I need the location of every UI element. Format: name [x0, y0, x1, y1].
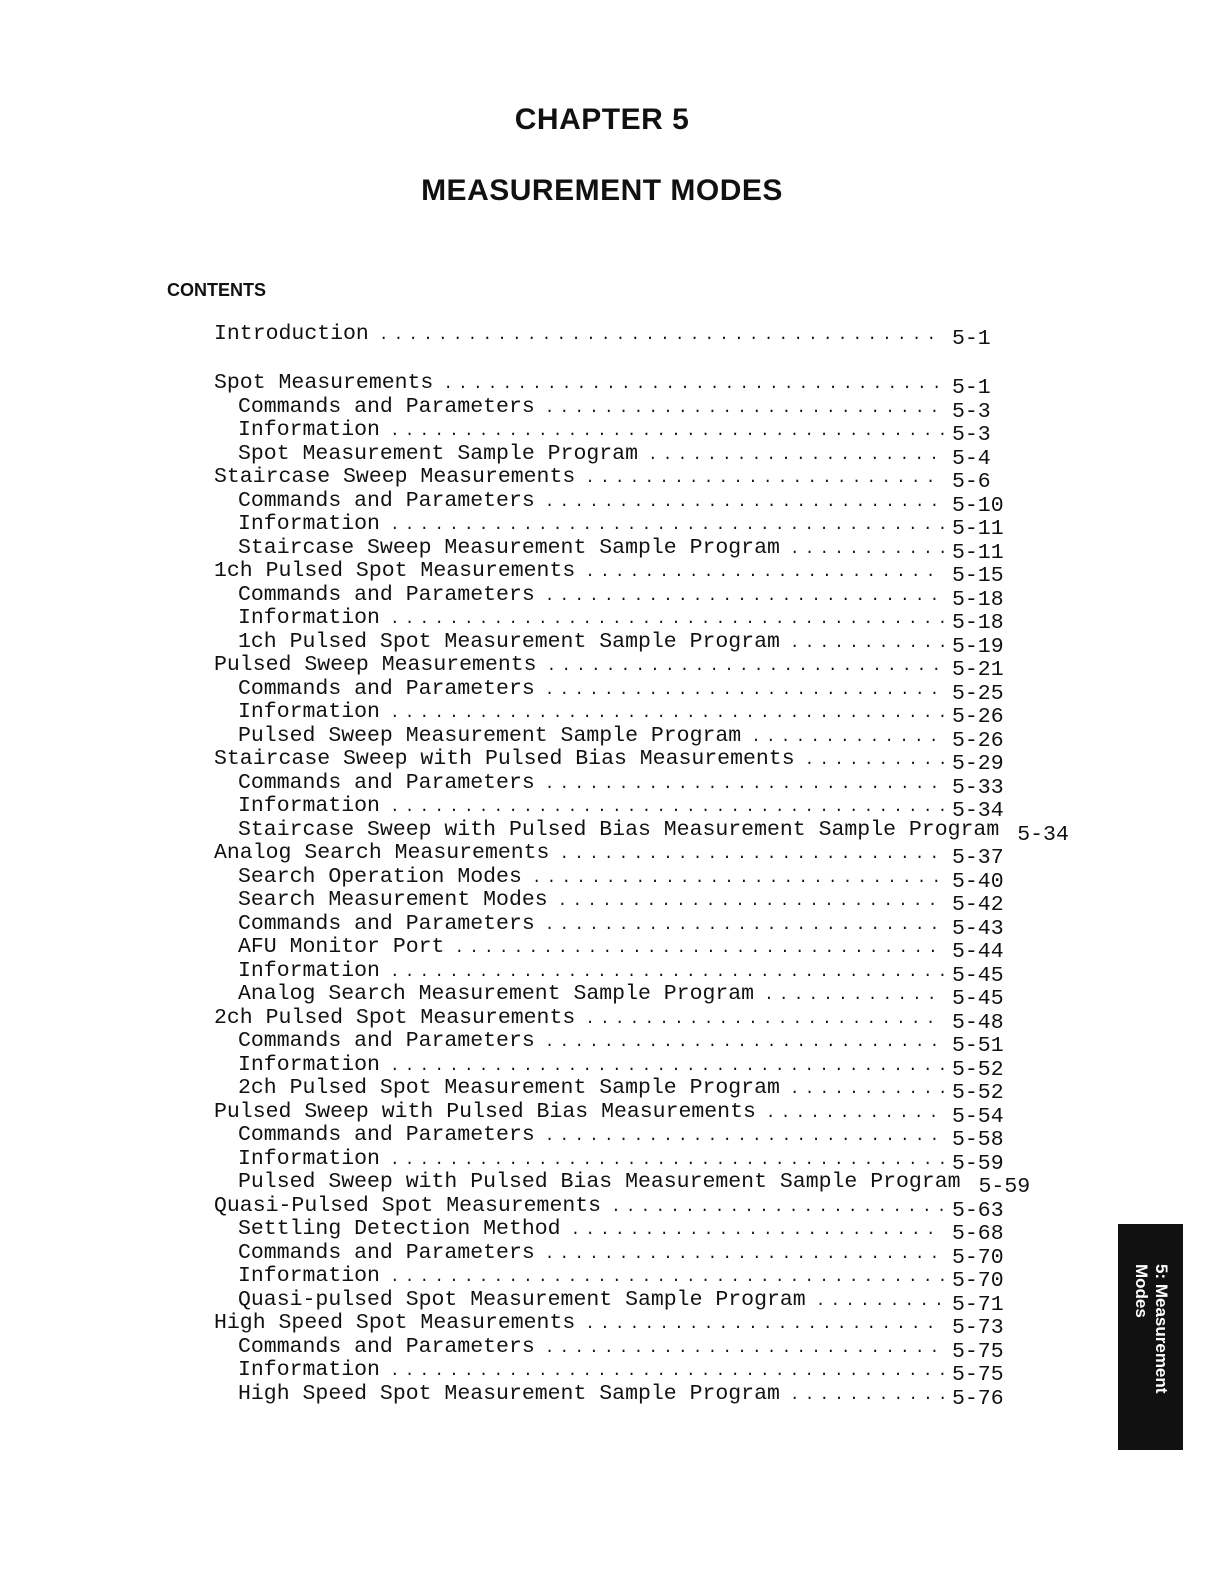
toc-entry-label: Information	[238, 794, 380, 818]
toc-leader-dots	[790, 537, 944, 562]
toc-entry-label: 2ch Pulsed Spot Measurements	[214, 1005, 576, 1030]
toc-entry-label: Analog Search Measurements	[214, 841, 550, 865]
toc-entry-page: 5-59	[978, 1175, 1031, 1199]
toc-subentry[interactable]	[214, 911, 1014, 941]
toc-entry-label: Commands and Parameters	[238, 770, 535, 795]
toc-entry-label: Commands and Parameters	[238, 582, 535, 607]
toc-entry[interactable]	[214, 559, 1014, 588]
toc-subentry[interactable]	[214, 418, 1014, 447]
toc-entry-page: 5-25	[952, 681, 1004, 706]
toc-entry-page: 5-52	[952, 1057, 1004, 1082]
toc-entry-label: Search Operation Modes	[238, 864, 522, 889]
toc-entry-page: 5-11	[952, 517, 1004, 541]
toc-subentry[interactable]	[214, 441, 1014, 471]
toc-leader-dots	[790, 631, 944, 656]
side-tab-line-1: 5: Measurement	[1151, 1264, 1171, 1394]
toc-subentry[interactable]	[214, 629, 1014, 659]
toc-leader-dots	[390, 1265, 944, 1290]
toc-subentry[interactable]	[214, 1029, 1014, 1058]
toc-entry-label: Staircase Sweep Measurements	[214, 465, 576, 489]
toc-entry-page: 5-11	[952, 540, 1004, 565]
toc-leader-dots	[390, 1054, 944, 1079]
toc-entry-label: 2ch Pulsed Spot Measurement Sample Program	[238, 1076, 780, 1100]
toc-subentry[interactable]	[214, 394, 1014, 424]
toc-subentry[interactable]	[214, 958, 1014, 988]
toc-subentry[interactable]	[214, 817, 1069, 847]
toc-leader-dots	[454, 936, 944, 961]
toc-subentry[interactable]	[214, 1076, 1014, 1105]
toc-entry-page: 5-59	[952, 1151, 1004, 1176]
toc-subentry[interactable]	[214, 1170, 1031, 1199]
toc-entry-page: 5-3	[952, 423, 991, 447]
toc-leader-dots	[545, 678, 944, 703]
toc-leader-dots	[545, 396, 944, 421]
toc-leader-dots	[390, 419, 944, 444]
toc-subentry[interactable]	[214, 535, 1014, 565]
toc-entry-page: 5-51	[952, 1034, 1004, 1058]
toc-entry-page: 5-21	[952, 658, 1004, 682]
toc-entry-page: 5-70	[952, 1269, 1004, 1293]
toc-entry-label: Analog Search Measurement Sample Program	[238, 982, 755, 1006]
toc-entry[interactable]	[214, 747, 1014, 776]
toc-entry-label: Information	[238, 700, 380, 724]
toc-subentry[interactable]	[214, 1381, 1014, 1411]
toc-entry[interactable]	[214, 841, 1014, 870]
toc-entry-page: 5-44	[952, 940, 1004, 964]
toc-subentry[interactable]	[214, 982, 1014, 1011]
toc-subentry[interactable]	[214, 770, 1014, 800]
toc-entry-page: 5-70	[952, 1245, 1004, 1270]
toc-leader-dots	[390, 795, 944, 820]
toc-entry-label: Commands and Parameters	[238, 676, 535, 701]
toc-leader-dots	[390, 1148, 944, 1173]
toc-entry-page: 5-42	[952, 893, 1004, 917]
toc-entry-label: Information	[238, 418, 380, 442]
toc-entry-label: Information	[238, 1052, 380, 1077]
toc-entry-label: Quasi-pulsed Spot Measurement Sample Program	[238, 1287, 806, 1312]
toc-leader-dots	[532, 866, 944, 891]
toc-entry-label: Quasi-Pulsed Spot Measurements	[214, 1193, 602, 1218]
toc-leader-dots	[545, 1030, 944, 1055]
toc-entry[interactable]	[214, 1311, 1014, 1340]
toc-subentry[interactable]	[214, 606, 1014, 635]
toc-entry-label: AFU Monitor Port	[238, 935, 445, 959]
toc-leader-dots	[390, 701, 944, 726]
toc-entry-page: 5-45	[952, 963, 1004, 988]
toc-leader-dots	[585, 560, 944, 585]
toc-leader-dots	[545, 1336, 944, 1361]
side-tab-line-2: Modes	[1131, 1264, 1151, 1318]
toc-entry-page: 5-10	[952, 493, 1004, 518]
toc-entry-label: Pulsed Sweep with Pulsed Bias Measurements	[214, 1099, 756, 1124]
toc-entry-page: 5-43	[952, 916, 1004, 941]
toc-entry-label: Search Measurement Modes	[238, 888, 548, 912]
toc-leader-dots	[390, 1359, 944, 1384]
toc-subentry[interactable]	[214, 1240, 1014, 1270]
toc-leader-dots	[571, 1218, 944, 1243]
toc-intro	[214, 322, 1014, 351]
toc-subentry[interactable]	[214, 1146, 1014, 1176]
toc-leader-dots	[611, 1195, 944, 1220]
toc-subentry[interactable]	[214, 935, 1014, 964]
toc-leader-dots	[547, 654, 944, 679]
toc-entry-page: 5-52	[952, 1081, 1004, 1105]
toc-leader-dots	[558, 889, 944, 914]
toc-entry[interactable]	[214, 371, 1014, 400]
toc-subentry[interactable]	[214, 512, 1014, 541]
toc-entry-label: Information	[238, 958, 380, 983]
toc-subentry[interactable]	[214, 864, 1014, 894]
toc-entry-label: High Speed Spot Measurements	[214, 1311, 576, 1335]
toc-entry-page: 5-34	[1017, 822, 1069, 847]
toc-entry-label: Commands and Parameters	[238, 394, 535, 419]
toc-entry-label: Pulsed Sweep Measurements	[214, 653, 537, 677]
toc-entry[interactable]	[214, 1099, 1014, 1129]
toc-entry-label: High Speed Spot Measurement Sample Program	[238, 1381, 780, 1406]
toc-leader-dots	[545, 1124, 944, 1149]
toc-subentry[interactable]	[214, 676, 1014, 706]
toc-entry-page: 5-15	[952, 564, 1004, 588]
toc-leader-dots	[585, 1007, 944, 1032]
toc-subentry[interactable]	[214, 1052, 1014, 1082]
toc-entry-introduction[interactable]	[214, 322, 1014, 351]
toc-subentry[interactable]	[214, 888, 1014, 917]
toc-entry-label: Introduction	[214, 322, 369, 346]
toc-entry-page: 5-29	[952, 752, 1004, 776]
toc-leader-dots	[764, 983, 944, 1008]
toc-entry-page: 5-75	[952, 1363, 1004, 1387]
toc-entry-page: 5-6	[952, 470, 991, 494]
toc-entry-label: 1ch Pulsed Spot Measurements	[214, 559, 576, 583]
toc-leader-dots	[585, 1312, 944, 1337]
toc-entry-label: Information	[238, 606, 380, 630]
toc-entry-page: 5-73	[952, 1316, 1004, 1340]
toc-entry-page: 5-71	[952, 1292, 1004, 1317]
toc-leader-dots	[816, 1289, 944, 1314]
toc-entry-label: Commands and Parameters	[238, 1029, 535, 1053]
toc-subentry[interactable]	[214, 700, 1014, 729]
toc-leader-dots	[790, 1383, 944, 1408]
toc-subentry[interactable]	[214, 1334, 1014, 1364]
toc-leader-dots	[585, 466, 944, 491]
toc-entry-page: 5-26	[952, 728, 1004, 753]
toc-entry-page: 5-68	[952, 1222, 1004, 1246]
toc-entry-label: Commands and Parameters	[238, 911, 535, 936]
toc-leader-dots	[545, 772, 944, 797]
toc-subentry[interactable]	[214, 1123, 1014, 1152]
contents-heading: CONTENTS	[167, 280, 266, 300]
toc-entry-page: 5-4	[952, 446, 991, 471]
table-of-contents	[214, 371, 1069, 1411]
toc-entry-page: 5-58	[952, 1128, 1004, 1152]
side-tab-label	[1131, 1224, 1171, 1450]
toc-leader-dots	[545, 584, 944, 609]
toc-entry-page: 5-45	[952, 987, 1004, 1011]
chapter-number: CHAPTER 5	[514, 103, 690, 136]
toc-entry-page: 5-1	[952, 376, 991, 400]
toc-subentry[interactable]	[214, 488, 1014, 518]
toc-entry-label: Staircase Sweep with Pulsed Bias Measurements	[214, 747, 795, 771]
toc-leader-dots	[545, 1242, 944, 1267]
toc-entry-page: 5-34	[952, 799, 1004, 823]
toc-entry[interactable]	[214, 653, 1014, 682]
toc-leader-dots	[545, 490, 944, 515]
toc-entry-label: Spot Measurement Sample Program	[238, 441, 638, 466]
toc-entry-page: 5-48	[952, 1010, 1004, 1035]
toc-leader-dots	[790, 1077, 944, 1102]
toc-leader-dots	[559, 842, 944, 867]
toc-entry-label: Commands and Parameters	[238, 1334, 535, 1359]
toc-entry-label: Pulsed Sweep Measurement Sample Program	[238, 723, 742, 748]
toc-entry-page: 5-54	[952, 1104, 1004, 1129]
toc-subentry[interactable]	[214, 1264, 1014, 1293]
toc-entry-label: Information	[238, 1146, 380, 1171]
toc-entry-page: 5-33	[952, 775, 1004, 800]
toc-entry-label: Pulsed Sweep with Pulsed Bias Measurement Sample Program	[238, 1170, 961, 1194]
toc-entry-label: 1ch Pulsed Spot Measurement Sample Program	[238, 629, 780, 654]
chapter-title: MEASUREMENT MODES	[421, 174, 783, 207]
toc-leader-dots	[766, 1101, 944, 1126]
toc-subentry[interactable]	[214, 1287, 1014, 1317]
toc-leader-dots	[545, 913, 944, 938]
toc-entry-label: Settling Detection Method	[238, 1217, 561, 1241]
toc-subentry[interactable]	[214, 794, 1014, 823]
toc-leader-dots	[443, 372, 944, 397]
toc-entry-page: 5-18	[952, 587, 1004, 612]
toc-subentry[interactable]	[214, 1217, 1014, 1246]
toc-entry-label: Commands and Parameters	[238, 488, 535, 513]
toc-entry[interactable]	[214, 1005, 1014, 1035]
toc-leader-dots	[390, 960, 944, 985]
toc-subentry[interactable]	[214, 723, 1014, 753]
chapter-side-tab	[1118, 1224, 1183, 1450]
toc-leader-dots	[648, 443, 944, 468]
toc-entry-page: 5-1	[952, 327, 991, 351]
toc-leader-dots	[751, 725, 944, 750]
toc-entry-page: 5-75	[952, 1339, 1004, 1364]
toc-entry-label: Commands and Parameters	[238, 1240, 535, 1265]
toc-leader-dots	[805, 748, 944, 773]
toc-entry-page: 5-40	[952, 869, 1004, 894]
toc-subentry[interactable]	[214, 582, 1014, 612]
toc-entry-page: 5-18	[952, 611, 1004, 635]
toc-entry-label: Information	[238, 512, 380, 536]
toc-leader-dots	[390, 607, 944, 632]
toc-entry-label: Staircase Sweep with Pulsed Bias Measurement Sample Program	[238, 817, 1000, 842]
toc-leader-dots	[390, 513, 944, 538]
toc-entry-page: 5-26	[952, 705, 1004, 729]
toc-entry-page: 5-37	[952, 846, 1004, 870]
toc-entry-label: Information	[238, 1358, 380, 1382]
toc-entry-page: 5-3	[952, 399, 991, 424]
toc-entry-page: 5-76	[952, 1386, 1004, 1411]
toc-entry-label: Commands and Parameters	[238, 1123, 535, 1147]
toc-entry-label: Information	[238, 1264, 380, 1288]
toc-entry[interactable]	[214, 465, 1014, 494]
toc-entry-label: Spot Measurements	[214, 371, 434, 395]
toc-entry-page: 5-63	[952, 1198, 1004, 1223]
toc-entry-page: 5-19	[952, 634, 1004, 659]
toc-subentry[interactable]	[214, 1358, 1014, 1387]
toc-entry-label: Staircase Sweep Measurement Sample Program	[238, 535, 780, 560]
toc-leader-dots	[379, 323, 944, 348]
toc-entry[interactable]	[214, 1193, 1014, 1223]
